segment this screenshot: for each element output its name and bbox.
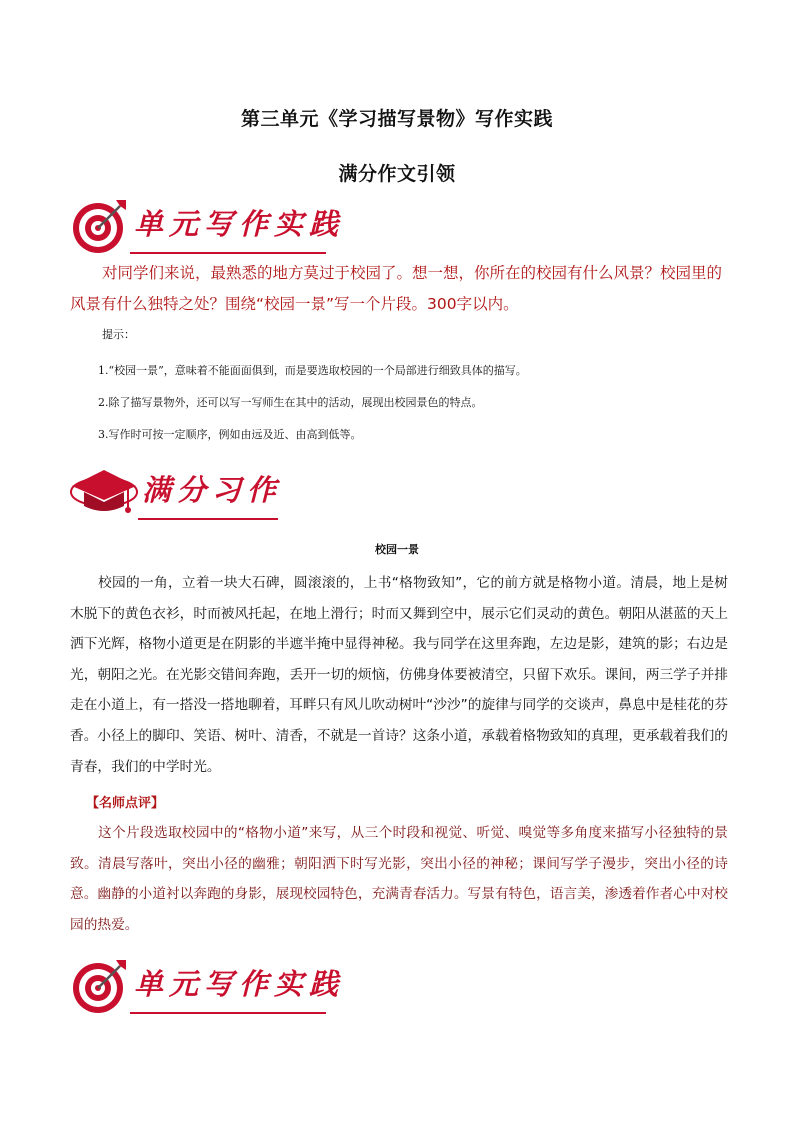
- essay-title: 校园一景: [375, 543, 419, 556]
- page-subtitle: 满分作文引领: [338, 163, 456, 185]
- target-arrow-icon: [70, 956, 130, 1016]
- banner-unit-practice: [70, 196, 345, 256]
- tip-item: 1.“校园一景”，意味着不能面面俱到，而是要选取校园的一个局部进行细致具体的描写。: [98, 364, 527, 377]
- review-label: 【名师点评】: [86, 796, 165, 811]
- banner-unit-practice-repeat: [70, 956, 345, 1016]
- banner-label: 单元写作实践: [134, 967, 345, 1001]
- graduation-cap-icon: [70, 462, 138, 522]
- banner-underline: [130, 1012, 326, 1014]
- tip-item: 3.写作时可按一定顺序，例如由远及近、由高到低等。: [98, 428, 362, 441]
- banner-underline: [130, 252, 326, 254]
- page-title: 第三单元《学习描写景物》写作实践: [240, 108, 553, 130]
- target-arrow-icon: [70, 196, 130, 256]
- essay-body: 校园的一角，立着一块大石碑，圆滚滚的，上书“格物致知”，它的前方就是格物小道。清晨，地上是树木脱下的黄色衣衫，时而被风托起，在地上滑行；时而又舞到空中，展示它们灵动的黄色。朝阳从湛蓝的天上洒下光辉，格物小道更是在阴影的半遮半掩中显得神秘。我与同学在这里奔跑，左边是影，建筑的影；右边是光，朝阳之光。在光影交错间奔跑，丢开一切的烦恼，仿佛身体要被清空，只留下欢乐。课间，两三学子并排走在小道上，有一搭没一搭地聊着，耳畔只有风儿吹动树叶“沙沙”的旋律与同学的交谈声，鼻息中是桂花的芬香。小径上的脚印、笑语、树叶、清香，不就是一首诗？这条小道，承载着格物致知的真理，更承载着我们的青春，我们的中学时光。: [70, 575, 728, 775]
- tip-item: 2.除了描写景物外，还可以写一写师生在其中的活动，展现出校园景色的特点。: [98, 396, 483, 409]
- banner-label: 单元写作实践: [134, 207, 345, 241]
- writing-prompt: 对同学们来说，最熟悉的地方莫过于校园了。想一想，你所在的校园有什么风景？校园里的风景有什么独特之处？围绕“校园一景”写一个片段。300字以内。: [70, 264, 723, 313]
- banner-label: 满分习作: [142, 473, 283, 507]
- tips-label: 提示：: [102, 328, 135, 341]
- banner-underline: [138, 518, 278, 520]
- review-text: 这个片段选取校园中的“格物小道”来写，从三个时段和视觉、听觉、嗅觉等多角度来描写小径独特的景致。清晨写落叶，突出小径的幽雅；朝阳洒下时写光影，突出小径的神秘；课间写学子漫步，突出小径的诗意。幽静的小道衬以奔跑的身影，展现校园特色，充满青春活力。写景有特色，语言美，渗透着作者心中对校园的热爱。: [70, 825, 728, 933]
- banner-full-score-essay: [70, 462, 340, 522]
